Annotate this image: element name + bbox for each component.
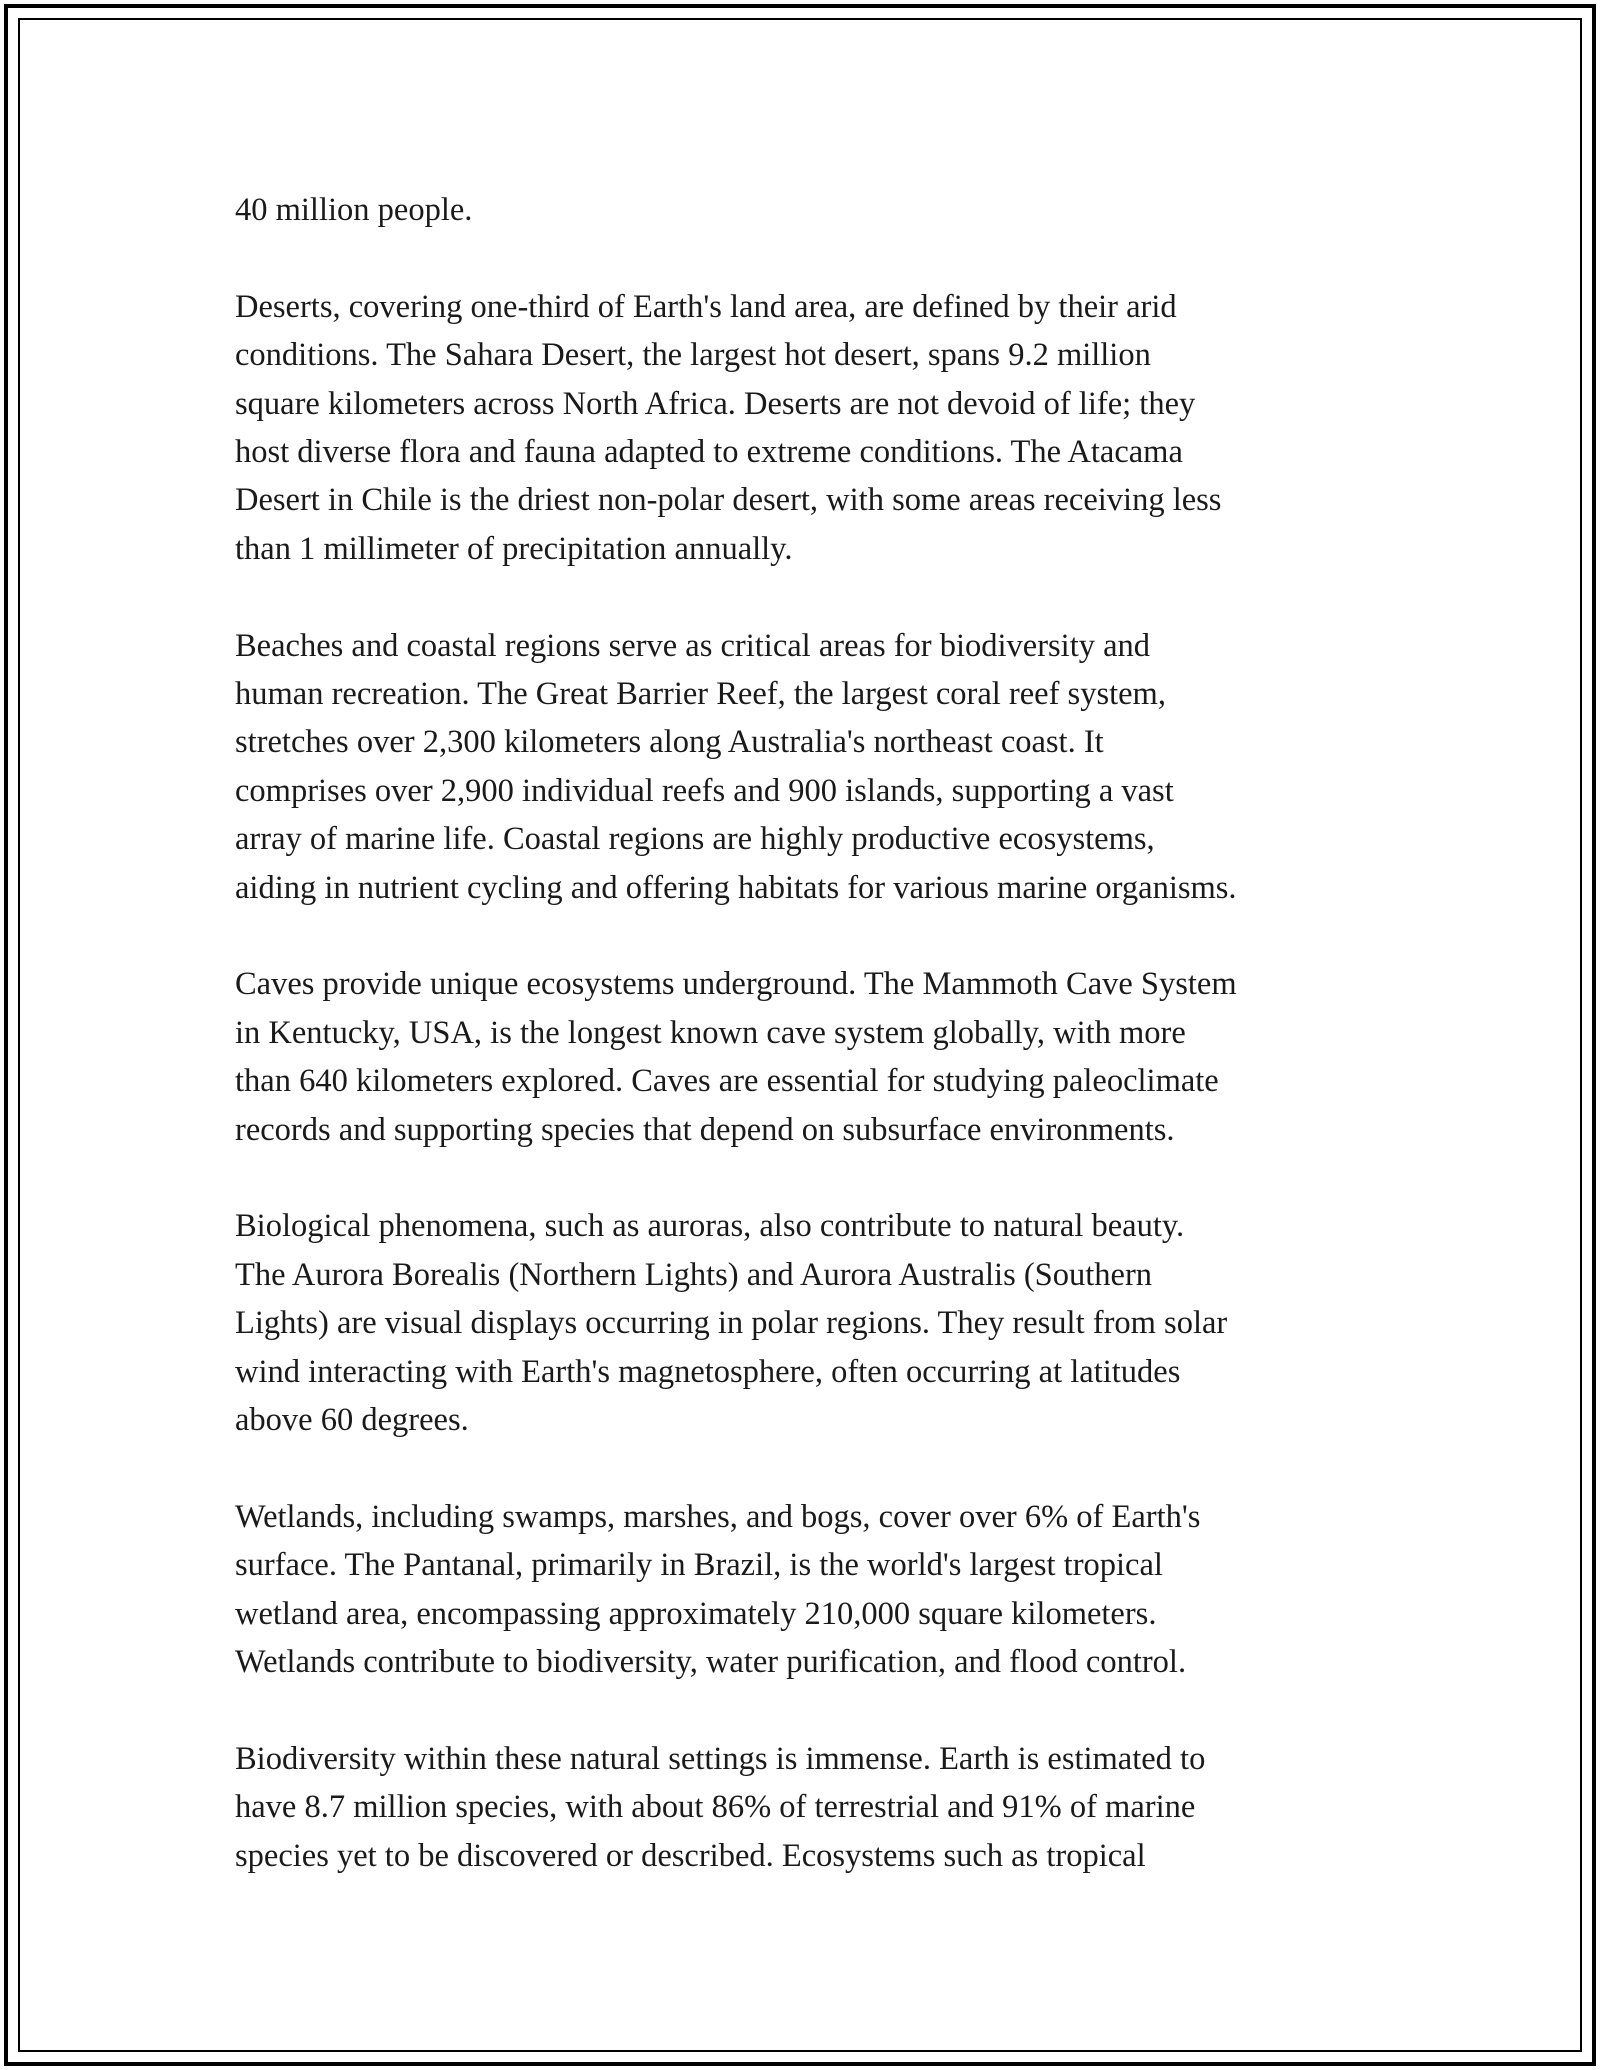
paragraph-wetlands: Wetlands, including swamps, marshes, and bogs, cover over 6% of Earth's surface. The Pantanal, primarily in Brazil, is the world's largest tropical wetland area, encompassing approximately 210,000 square kilometers. Wetlands contribute to biodiversity, water purification, and flood control. <box>235 1498 1201 1681</box>
paragraph-biodiversity: Biodiversity within these natural settings is immense. Earth is estimated to have 8.7 million species, with about 86% of terrestrial and 91% of marine species yet to be discovered or described. Ecosystems such as tropical <box>235 1740 1206 1874</box>
document-body <box>235 186 1380 1880</box>
paragraph-deserts: Deserts, covering one-third of Earth's land area, are defined by their arid conditions. The Sahara Desert, the largest hot desert, spans 9.2 million square kilometers across North Africa. Deserts are not devoid of life; they host diverse flora and fauna adapted to extreme conditions. The Atacama Desert in Chile is the driest non-polar desert, with some areas receiving less than 1 millimeter of precipitation annually. <box>235 288 1222 567</box>
paragraph-beaches-coastal: Beaches and coastal regions serve as critical areas for biodiversity and human recreation. The Great Barrier Reef, the largest coral reef system, stretches over 2,300 kilometers along Australia's northeast coast. It comprises over 2,900 individual reefs and 900 islands, supporting a vast array of marine life. Coastal regions are highly productive ecosystems, aiding in nutrient cycling and offering habitats for various marine organisms. <box>235 627 1237 906</box>
paragraph-caves: Caves provide unique ecosystems underground. The Mammoth Cave System in Kentucky, USA, is the longest known cave system globally, with more than 640 kilometers explored. Caves are essential for studying paleoclimate records and supporting species that depend on subsurface environments. <box>235 966 1237 1148</box>
paragraph-people-fragment: 40 million people. <box>235 192 473 228</box>
paragraph-auroras: Biological phenomena, such as auroras, also contribute to natural beauty. The Aurora Borealis (Northern Lights) and Aurora Australis (Southern Lights) are visual displays occurring in polar regions. They result from solar wind interacting with Earth's magnetosphere, often occurring at latitudes above 60 degrees. <box>235 1208 1228 1439</box>
